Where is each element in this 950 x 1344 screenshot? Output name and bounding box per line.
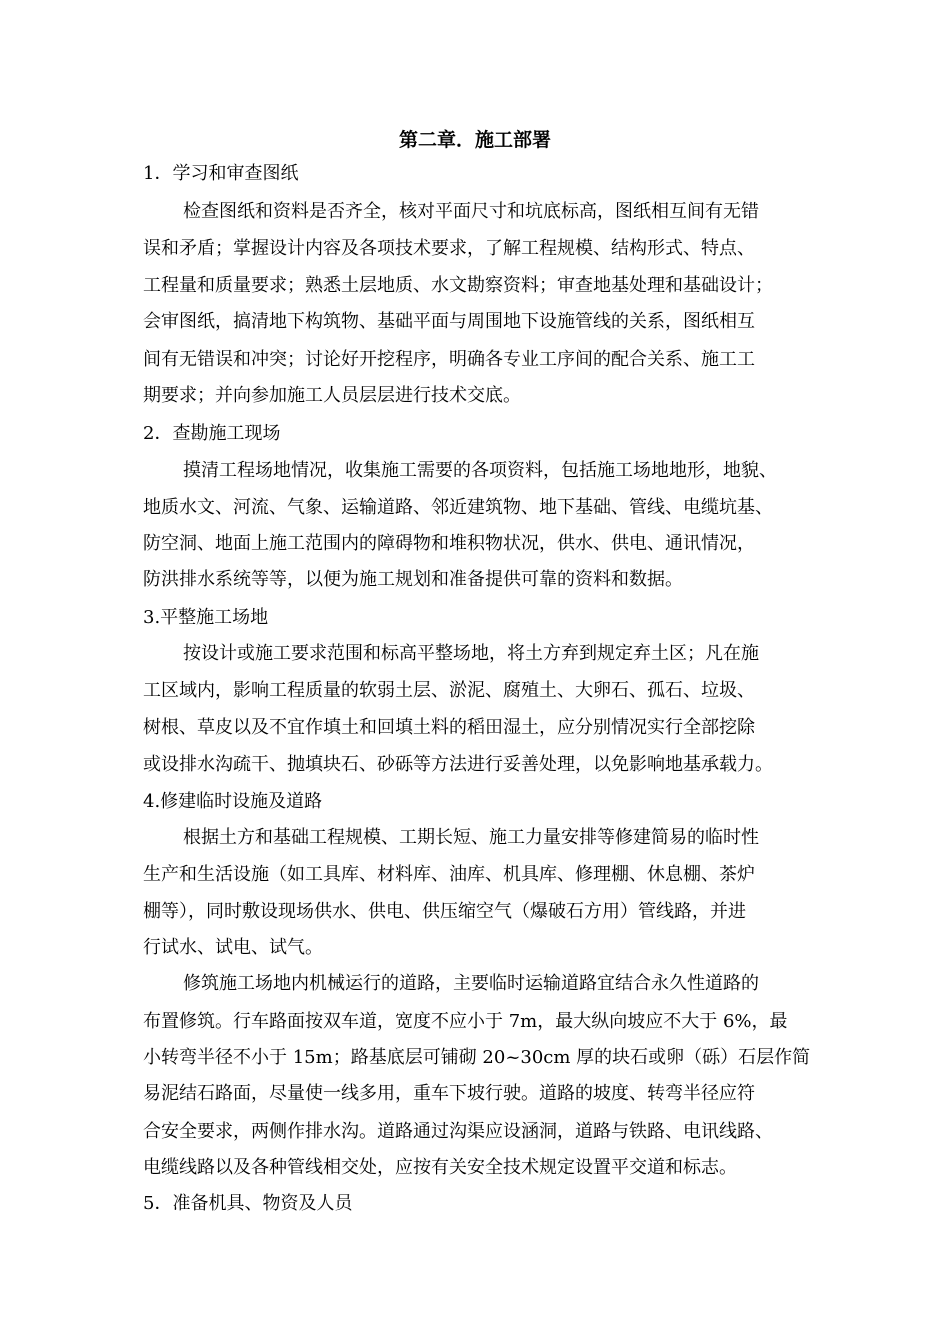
- paragraph-line: 按设计或施工要求范围和标高平整场地，将土方弃到规定弃土区；凡在施: [183, 643, 759, 664]
- paragraph-line: 期要求；并向参加施工人员层层进行技术交底。: [143, 385, 521, 406]
- paragraph-line: 合安全要求，两侧作排水沟。道路通过沟渠应设涵洞，道路与铁路、电讯线路、: [143, 1121, 773, 1142]
- paragraph-line: 会审图纸，搞清地下构筑物、基础平面与周围地下设施管线的关系，图纸相互: [143, 311, 755, 332]
- paragraph-line: 防洪排水系统等等，以便为施工规划和准备提供可靠的资料和数据。: [143, 569, 683, 590]
- section-heading: 5．准备机具、物资及人员: [143, 1193, 353, 1214]
- paragraph-line: 修筑施工场地内机械运行的道路，主要临时运输道路宜结合永久性道路的: [183, 973, 759, 994]
- paragraph-line: 地质水文、河流、气象、运输道路、邻近建筑物、地下基础、管线、电缆坑基、: [143, 497, 773, 518]
- paragraph-line: 易泥结石路面，尽量使一线多用，重车下坡行驶。道路的坡度、转弯半径应符: [143, 1083, 755, 1104]
- paragraph-line: 工程量和质量要求；熟悉土层地质、水文勘察资料；审查地基处理和基础设计；: [143, 275, 773, 296]
- paragraph-line: 检查图纸和资料是否齐全，核对平面尺寸和坑底标高，图纸相互间有无错: [183, 201, 759, 222]
- paragraph-line: 误和矛盾；掌握设计内容及各项技术要求，了解工程规模、结构形式、特点、: [143, 238, 755, 259]
- paragraph-line: 或设排水沟疏干、抛填块石、砂砾等方法进行妥善处理，以免影响地基承载力。: [143, 754, 773, 775]
- chapter-title: 第二章．施工部署: [398, 129, 551, 151]
- paragraph-line: 防空洞、地面上施工范围内的障碍物和堆积物状况，供水、供电、通讯情况，: [143, 533, 755, 554]
- paragraph-line: 摸清工程场地情况，收集施工需要的各项资料，包括施工场地地形，地貌、: [183, 460, 777, 481]
- paragraph-line: 树根、草皮以及不宜作填土和回填土料的稻田湿土，应分别情况实行全部挖除: [143, 717, 755, 738]
- paragraph-line: 工区域内，影响工程质量的软弱土层、淤泥、腐殖土、大卵石、孤石、垃圾、: [143, 680, 755, 701]
- section-heading: 2．查勘施工现场: [143, 423, 281, 444]
- paragraph-line: 生产和生活设施（如工具库、材料库、油库、机具库、修理棚、休息棚、茶炉: [143, 864, 755, 885]
- paragraph-line: 行试水、试电、试气。: [143, 937, 323, 958]
- paragraph-line: 棚等），同时敷设现场供水、供电、供压缩空气（爆破石方用）管线路，并进: [143, 901, 746, 922]
- paragraph-line: 电缆线路以及各种管线相交处，应按有关安全技术规定设置平交道和标志。: [143, 1157, 737, 1178]
- paragraph-line: 间有无错误和冲突；讨论好开挖程序，明确各专业工序间的配合关系、施工工: [143, 349, 755, 370]
- paragraph-line: 根据土方和基础工程规模、工期长短、施工力量安排等修建简易的临时性: [183, 827, 759, 848]
- paragraph-line: 小转弯半径不小于 15m；路基底层可铺砌 20~30cm 厚的块石或卵（砾）石层作简: [143, 1047, 811, 1068]
- section-heading: 4.修建临时设施及道路: [143, 791, 323, 812]
- section-heading: 3.平整施工场地: [143, 607, 269, 628]
- paragraph-line: 布置修筑。行车路面按双车道，宽度不应小于 7m，最大纵向坡应不大于 6%，最: [143, 1011, 788, 1032]
- section-heading: 1．学习和审查图纸: [143, 163, 299, 184]
